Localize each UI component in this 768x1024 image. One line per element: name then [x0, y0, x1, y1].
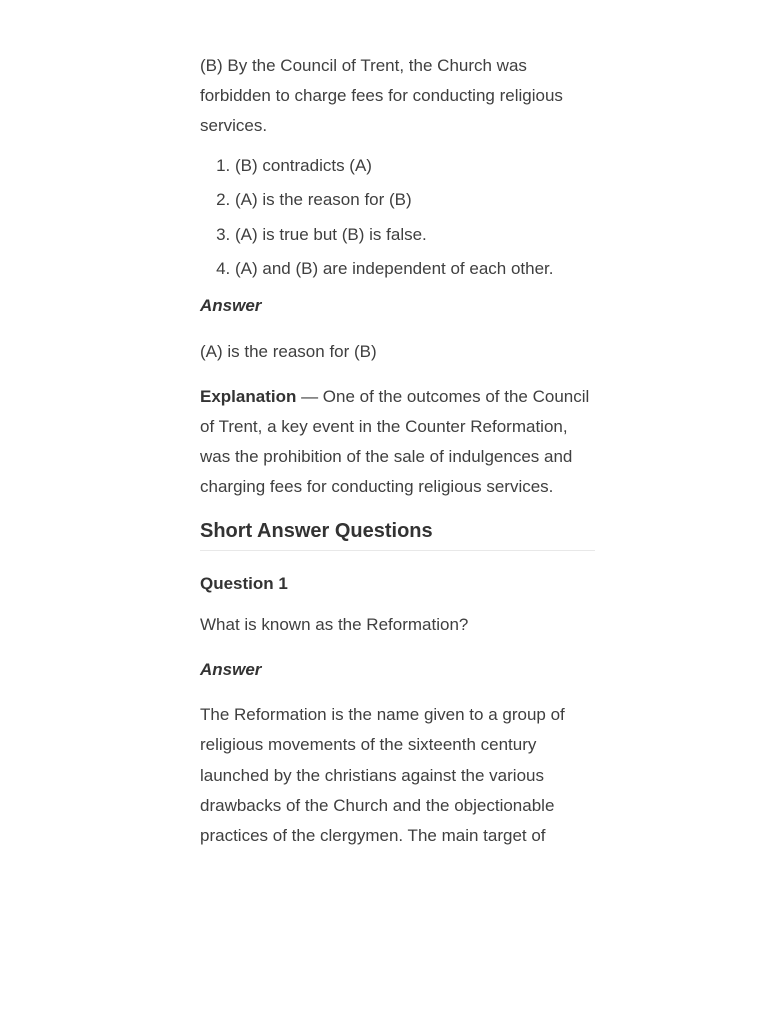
options-list [200, 155, 595, 281]
question-answer-text: The Reformation is the name given to a group of religious movements of the sixteenth century launched by the christians against the various drawbacks of the Church and the objectionable practices of the clergymen. The main target of [200, 705, 565, 846]
section-heading: Short Answer Questions [200, 516, 595, 551]
question-title: Question 1 [200, 573, 288, 593]
option-item: 1. (B) contradicts (A) [235, 155, 595, 177]
option-item: 4. (A) and (B) are independent of each other. [235, 258, 595, 280]
option-item: 2. (A) is the reason for (B) [235, 189, 595, 211]
statement-b: (B) By the Council of Trent, the Church was forbidden to charge fees for conducting religious services. [200, 56, 563, 136]
option-item: 3. (A) is true but (B) is false. [235, 224, 595, 246]
explanation [200, 382, 595, 503]
article-content [200, 51, 595, 851]
answer-label: Answer [200, 296, 262, 316]
explanation-text: — One of the outcomes of the Council of Trent, a key event in the Counter Reformation, was the prohibition of the sale of indulgences and charging fees for conducting religious services. [200, 386, 590, 497]
answer-text: (A) is the reason for (B) [200, 341, 377, 361]
question-answer-label: Answer [200, 660, 262, 680]
explanation-label: Explanation [200, 386, 297, 406]
question-text: What is known as the Reformation? [200, 614, 469, 634]
